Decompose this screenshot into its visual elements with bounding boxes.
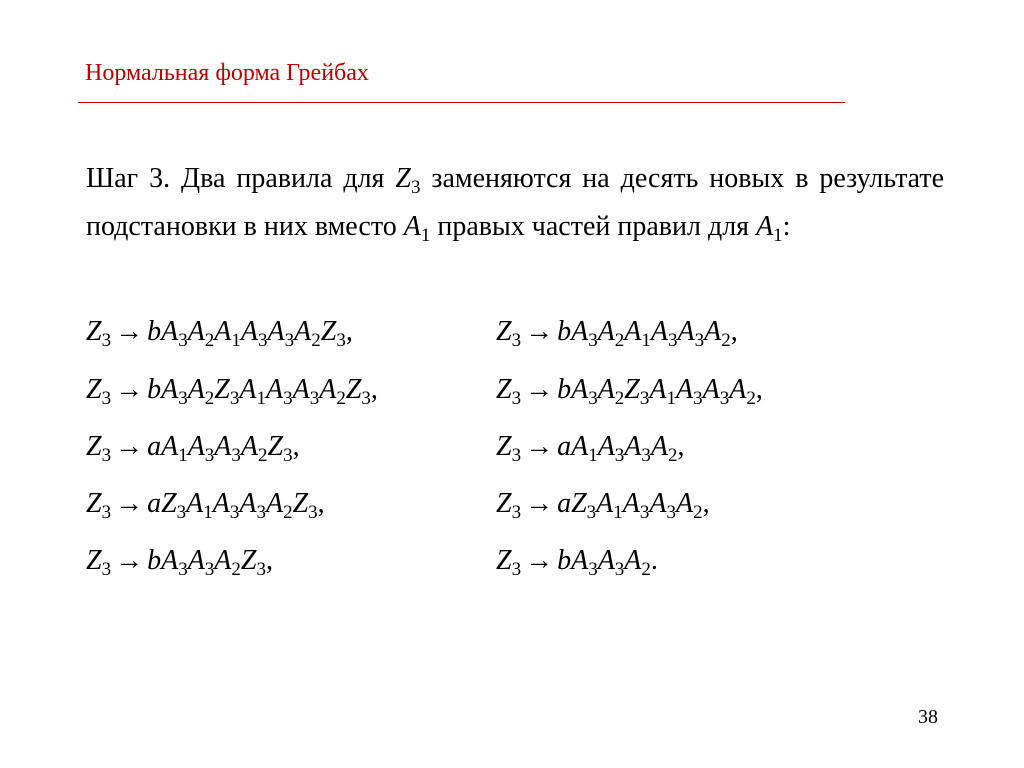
rule-left-5: $Z_3 \to bA_3A_3A_2Z_3$,: [86, 545, 273, 580]
rule-left-1: $Z_3 \to bA_3A_2A_1A_3A_3A_2Z_3$,: [86, 316, 353, 351]
para-text-4: правых частей правил для: [437, 211, 750, 242]
var-a: A: [403, 211, 421, 242]
subscript-3: 3: [410, 177, 421, 198]
page-number: 38: [918, 706, 938, 728]
rule-right-5: $Z_3 \to bA_3A_3A_2$.: [496, 545, 658, 580]
step-paragraph: [86, 155, 944, 251]
rule-right-3: $Z_3 \to aA_1A_3A_3A_2$,: [496, 431, 685, 466]
rule-right-1: $Z_3 \to bA_3A_2A_1A_3A_3A_2$,: [496, 316, 738, 351]
rule-left-4: $Z_3 \to aZ_3A_1A_3A_3A_2Z_3$,: [86, 488, 325, 523]
rule-right-4: $Z_3 \to aZ_3A_1A_3A_3A_2$,: [496, 488, 710, 523]
subscript-1: 1: [420, 225, 431, 246]
colon: :: [782, 211, 791, 242]
var-a: A: [756, 211, 774, 242]
rule-left-3: $Z_3 \to aA_1A_3A_3A_2Z_3$,: [86, 431, 300, 466]
subscript-1: 1: [773, 225, 783, 246]
para-text-3: на десять новых в результате подстановки в них вместо: [86, 163, 945, 242]
var-z: Z: [395, 163, 411, 194]
para-text-2: заменяются: [431, 163, 572, 194]
slide-title: Нормальная форма Грейбах: [85, 60, 369, 86]
rule-left-2: $Z_3 \to bA_3A_2Z_3A_1A_3A_3A_2Z_3$,: [86, 374, 378, 409]
title-divider: [78, 102, 845, 103]
para-text-1: Шаг 3. Два правила для: [86, 163, 385, 194]
rule-right-2: $Z_3 \to bA_3A_2Z_3A_1A_3A_3A_2$,: [496, 374, 763, 409]
